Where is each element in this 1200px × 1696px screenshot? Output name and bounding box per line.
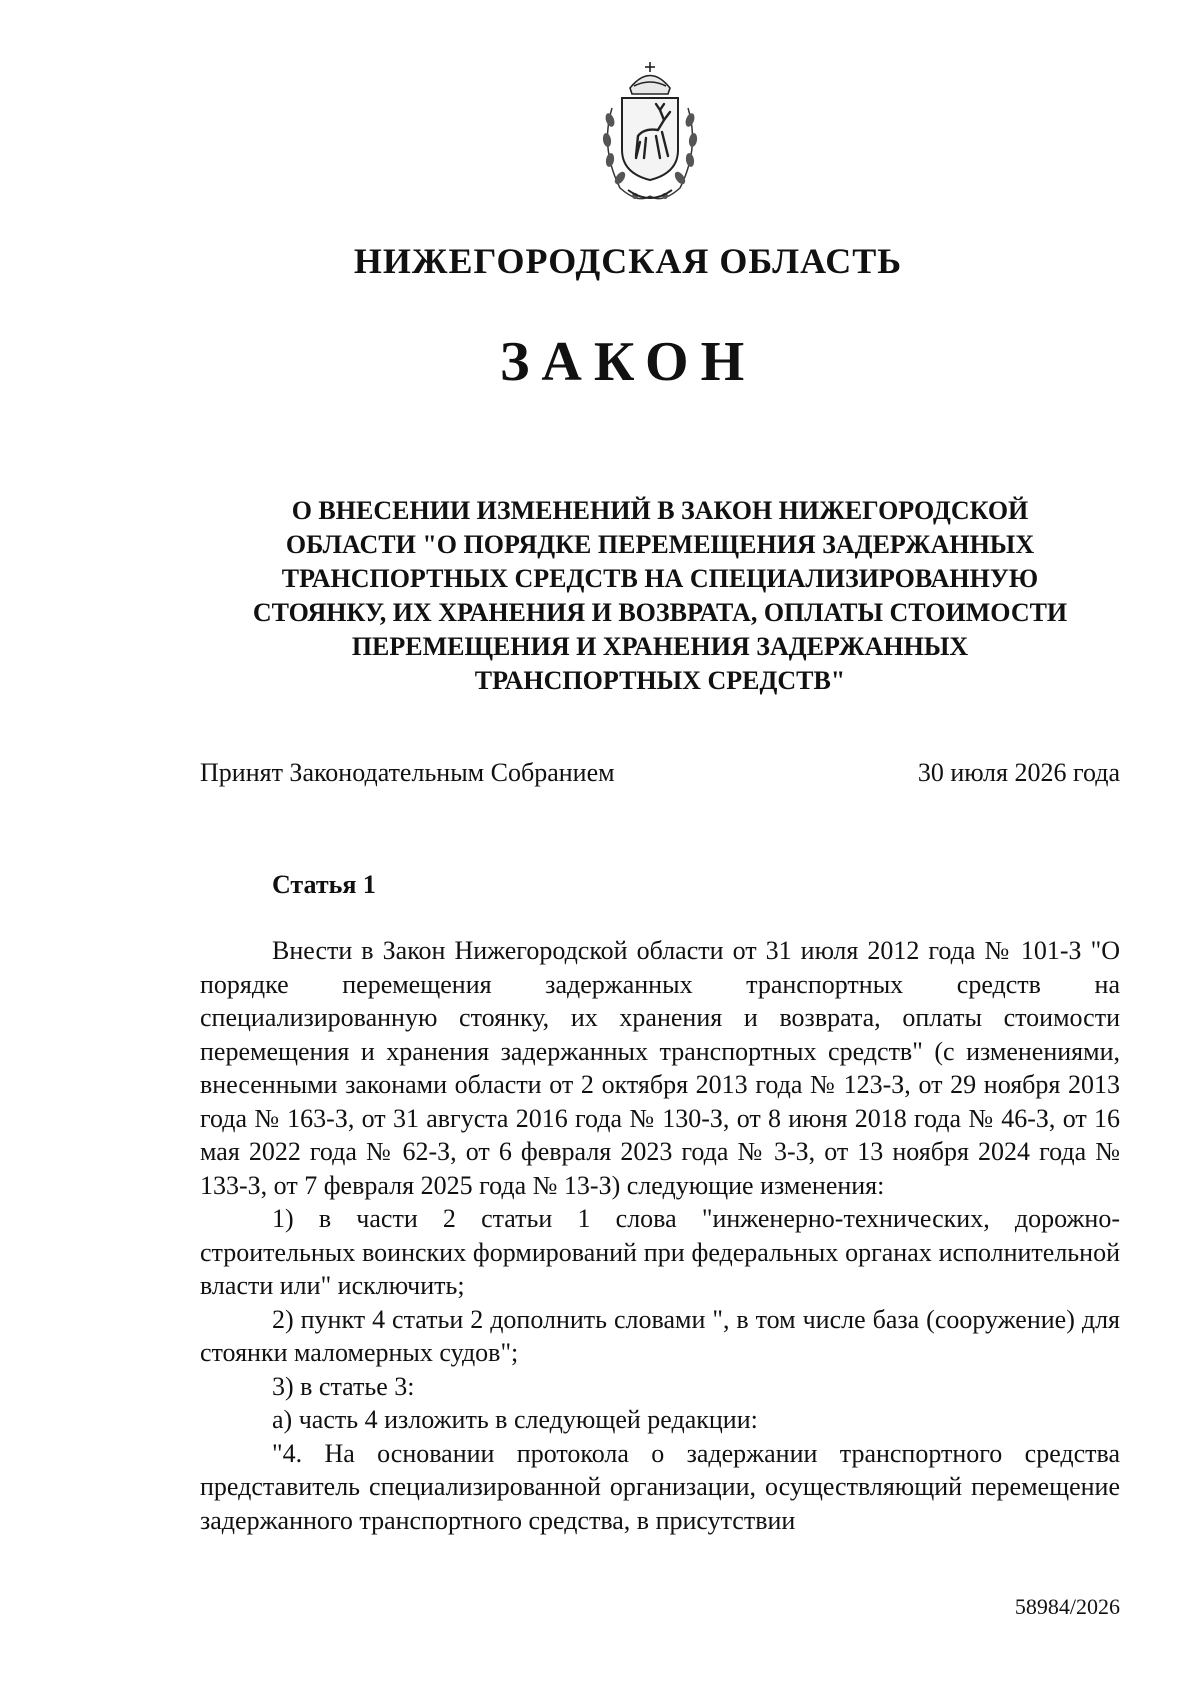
paragraph: "4. На основании протокола о задержании транспортного средства представитель специализированной организации, осуществляющий перемещение задержанного транспортного средства, в присутствии (200, 1438, 1120, 1535)
paragraph: 1) в части 2 статьи 1 слова "инженерно-технических, дорожно-строительных воинских формирований при федеральных органах исполнительной власти или" исключить; (200, 1204, 1120, 1300)
region-name: НИЖЕГОРОДСКАЯ ОБЛАСТЬ (353, 241, 903, 281)
title-line: ТРАНСПОРТНЫХ СРЕДСТВ" (474, 666, 846, 695)
coat-of-arms-icon (580, 58, 720, 208)
paragraph: 2) пункт 4 статьи 2 дополнить словами ", в том числе база (сооружение) для стоянки маломерных судов"; (200, 1304, 1120, 1367)
title-line: ТРАНСПОРТНЫХ СРЕДСТВ НА СПЕЦИАЛИЗИРОВАННУЮ (281, 564, 1039, 593)
title-line: СТОЯНКУ, ИХ ХРАНЕНИЯ И ВОЗВРАТА, ОПЛАТЫ СТОИМОСТИ (252, 598, 1068, 627)
paragraph: а) часть 4 изложить в следующей редакции: (272, 1405, 758, 1434)
law-title (200, 494, 1120, 698)
adopted-by: Принят Законодательным Собранием (200, 758, 615, 787)
adoption-date: 30 июля 2026 года (917, 758, 1120, 787)
title-line: ПЕРЕМЕЩЕНИЯ И ХРАНЕНИЯ ЗАДЕРЖАННЫХ (351, 632, 969, 661)
article-heading: Статья 1 (272, 870, 376, 899)
paragraph: 3) в статье 3: (272, 1371, 415, 1401)
document-number: 58984/2026 (1014, 1594, 1120, 1619)
paragraph: Внести в Закон Нижегородской области от 31 июля 2012 года № 101-З "О порядке перемещения задержанных транспортных средств на специализированную стоянку, их хранения и возврата, оплаты стоимости перемещения и хранения задержанных транспортных средств" (с изменениями, внесенными законами области от 2 октября 2013 года № 123-З, от 29 ноября 2013 года № 163-З, от 31 августа 2016 года № 130-З, от 8 июня 2018 года № 46-З, от 16 мая 2022 года № 62-З, от 6 февраля 2023 года № 3-З, от 13 ноября 2024 года № 133-З, от 7 февраля 2025 года № 13-З) следующие изменения: (200, 936, 1120, 1200)
adoption-row (200, 758, 1120, 788)
title-line: ОБЛАСТИ "О ПОРЯДКЕ ПЕРЕМЕЩЕНИЯ ЗАДЕРЖАННЫХ (285, 530, 1035, 559)
article-body (200, 934, 1120, 1537)
title-line: О ВНЕСЕНИИ ИЗМЕНЕНИЙ В ЗАКОН НИЖЕГОРОДСКОЙ (291, 496, 1029, 525)
document-type: ЗАКОН (499, 331, 757, 393)
